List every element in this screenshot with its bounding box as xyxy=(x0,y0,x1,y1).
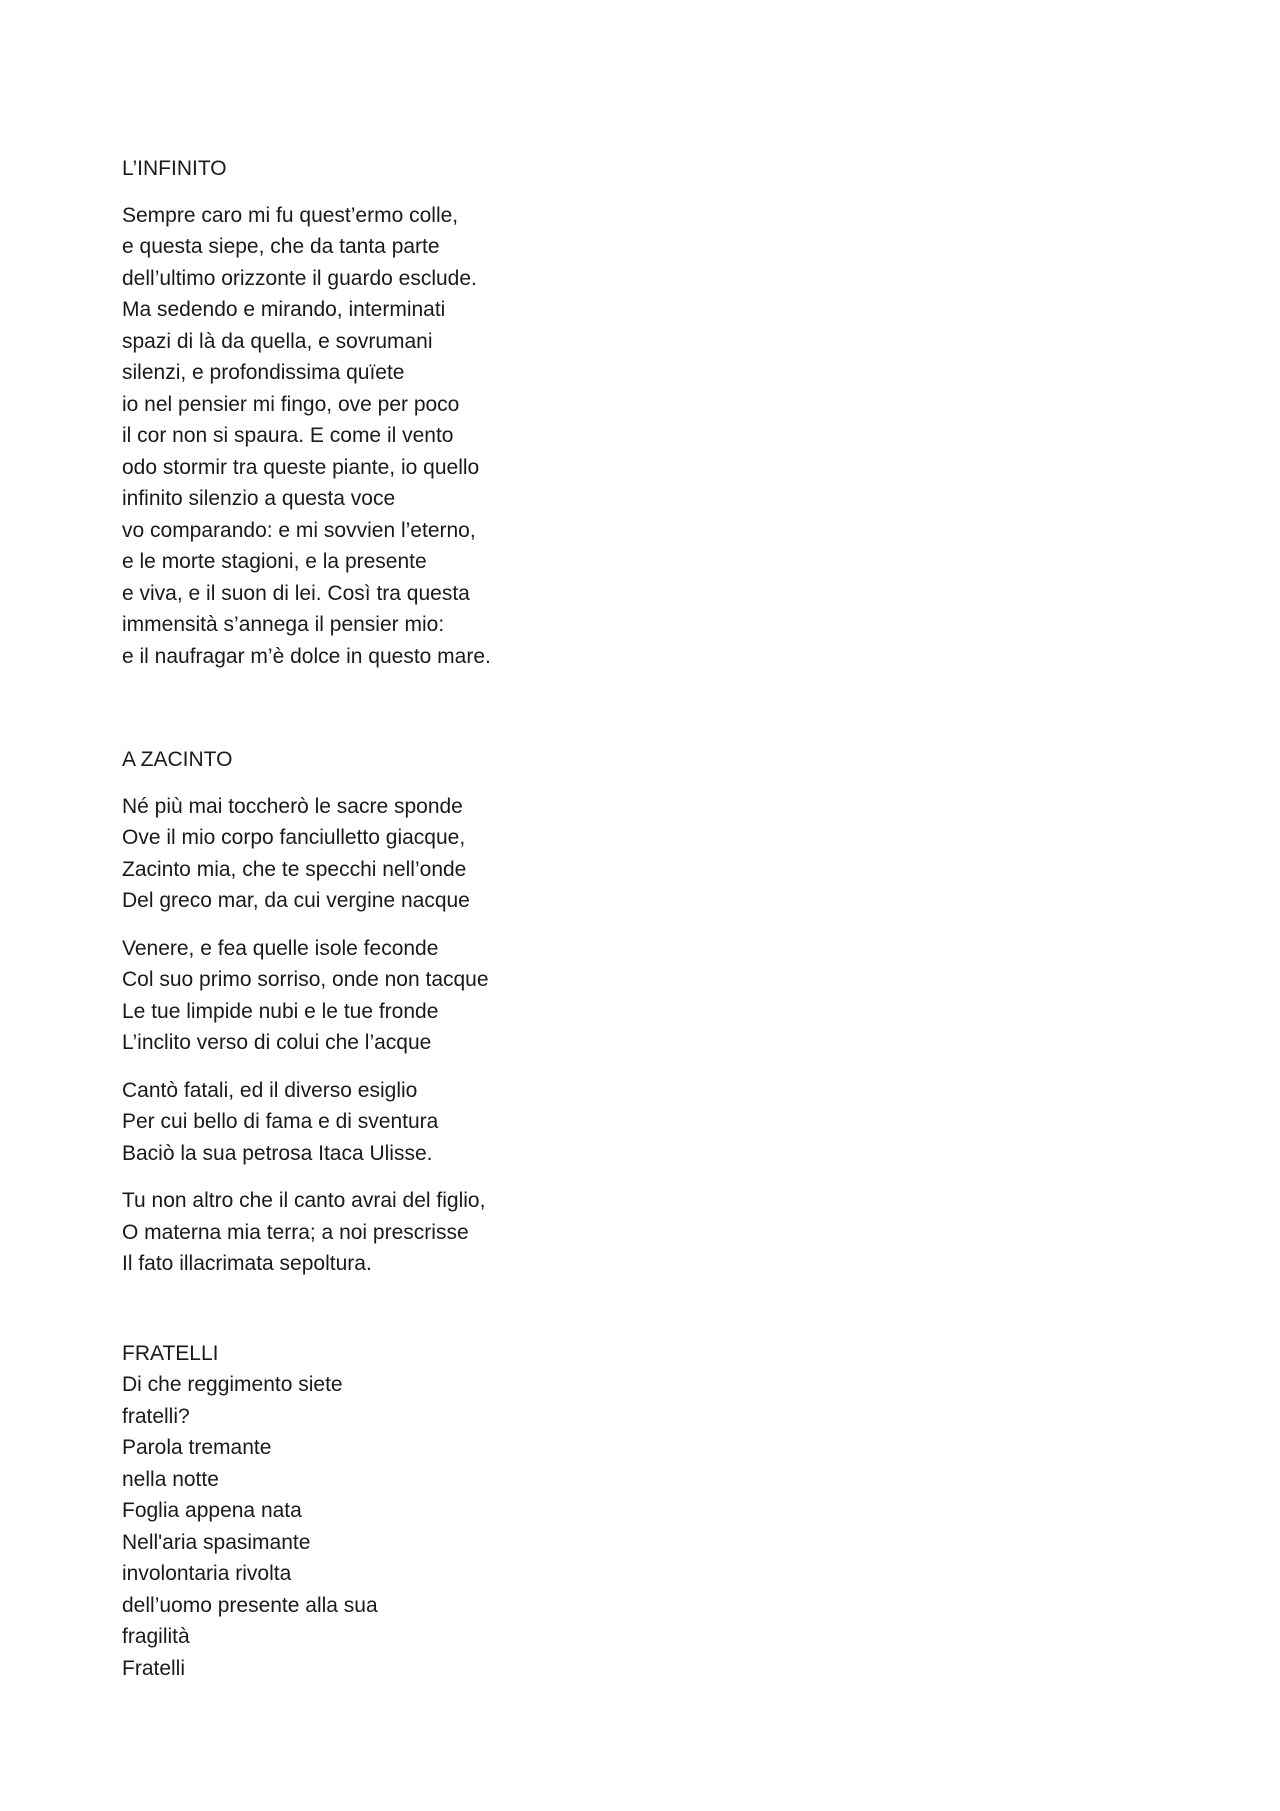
verse-line: Né più mai toccherò le sacre sponde xyxy=(122,794,463,818)
verse-line: io nel pensier mi fingo, ove per poco xyxy=(122,392,460,416)
verse-line: immensità s’annega il pensier mio: xyxy=(122,613,445,636)
verse-line: Venere, e fea quelle isole feconde xyxy=(122,936,439,960)
verse-line: e viva, e il suon di lei. Così tra questa xyxy=(122,581,470,605)
poem-title: L’INFINITO xyxy=(122,157,227,180)
stanza xyxy=(122,1185,822,1280)
verse-line: infinito silenzio a questa voce xyxy=(122,487,396,510)
verse-line: spazi di là da quella, e sovrumani xyxy=(122,329,433,353)
verse-line: e le morte stagioni, e la presente xyxy=(122,550,427,573)
stanza xyxy=(122,791,822,917)
verse-line: involontaria rivolta xyxy=(122,1562,292,1585)
stanza xyxy=(122,1369,822,1684)
verse-line: L’inclito verso di colui che l’acque xyxy=(122,1031,432,1054)
poem-infinito xyxy=(122,153,822,672)
document-page xyxy=(122,153,822,1684)
verse-line: e questa siepe, che da tanta parte xyxy=(122,235,440,258)
verse-line: Del greco mar, da cui vergine nacque xyxy=(122,889,470,912)
verse-line: Il fato illacrimata sepoltura. xyxy=(122,1252,372,1275)
poem-fratelli xyxy=(122,1338,822,1685)
verse-line: dell’ultimo orizzonte il guardo esclude. xyxy=(122,266,477,290)
verse-line: Baciò la sua petrosa Itaca Ulisse. xyxy=(122,1141,433,1165)
verse-line: Zacinto mia, che te specchi nell’onde xyxy=(122,857,467,881)
verse-line: Cantò fatali, ed il diverso esiglio xyxy=(122,1078,418,1102)
verse-line: fratelli? xyxy=(122,1404,190,1428)
verse-line: Tu non altro che il canto avrai del figlio, xyxy=(122,1189,486,1212)
verse-line: e il naufragar m’è dolce in questo mare. xyxy=(122,644,491,668)
verse-line: Ma sedendo e mirando, interminati xyxy=(122,298,446,321)
verse-line: Nell'aria spasimante xyxy=(122,1530,311,1554)
verse-line: nella notte xyxy=(122,1467,219,1491)
verse-line: Di che reggimento siete xyxy=(122,1373,343,1396)
verse-line: il cor non si spaura. E come il vento xyxy=(122,424,454,447)
stanza xyxy=(122,933,822,1059)
verse-line: fragilità xyxy=(122,1625,190,1648)
poem-a-zacinto xyxy=(122,744,822,1280)
verse-line: Fratelli xyxy=(122,1656,186,1680)
verse-line: Le tue limpide nubi e le tue fronde xyxy=(122,999,439,1023)
verse-line: Foglia appena nata xyxy=(122,1499,302,1522)
verse-line: Col suo primo sorriso, onde non tacque xyxy=(122,968,489,991)
verse-line: Parola tremante xyxy=(122,1436,272,1459)
verse-line: vo comparando: e mi sovvien l’eterno, xyxy=(122,518,476,542)
verse-line: odo stormir tra queste piante, io quello xyxy=(122,455,480,479)
verse-line: O materna mia terra; a noi prescrisse xyxy=(122,1220,469,1244)
poem-title: FRATELLI xyxy=(122,1341,219,1365)
stanza xyxy=(122,1075,822,1170)
verse-line: dell’uomo presente alla sua xyxy=(122,1593,378,1617)
stanza xyxy=(122,200,822,673)
verse-line: Per cui bello di fama e di sventura xyxy=(122,1110,439,1133)
poem-title: A ZACINTO xyxy=(122,748,233,771)
verse-line: Sempre caro mi fu quest’ermo colle, xyxy=(122,203,459,227)
verse-line: Ove il mio corpo fanciulletto giacque, xyxy=(122,826,466,849)
verse-line: silenzi, e profondissima quïete xyxy=(122,361,405,384)
